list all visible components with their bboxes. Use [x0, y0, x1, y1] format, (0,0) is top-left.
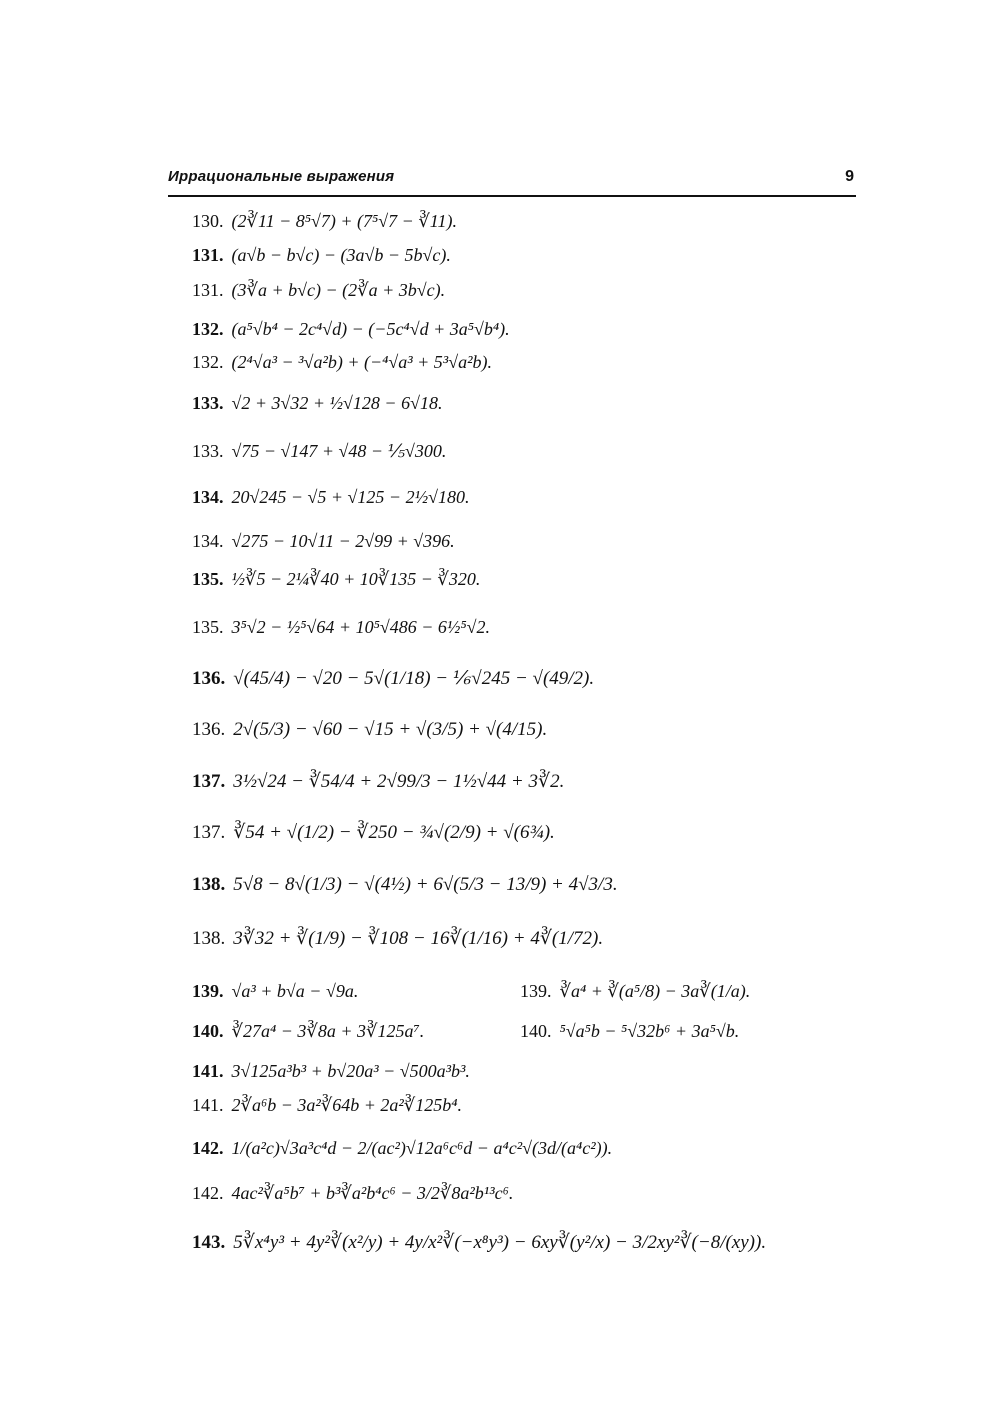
problem-expression: √(45/4) − √20 − 5√(1/18) − ⅙√245 − √(49/2). — [233, 668, 595, 689]
problem-expression: ½∛5 − 2¼∛40 + 10∛135 − ∛320. — [231, 569, 481, 589]
problem-expression: 5∛x⁴y³ + 4y²∛(x²/y) + 4y/x²∛(−x⁸y³) − 6xy∛(y²/x) − 3/2xy²∛(−8/(xy)). — [233, 1232, 767, 1253]
problem-number: 141. — [192, 1095, 224, 1115]
problem-expression: (2⁴√a³ − ³√a²b) + (−⁴√a³ + 5³√a²b). — [231, 352, 492, 372]
problem-number: 142. — [192, 1183, 224, 1203]
problem-expression: (3∛a + b√c) − (2∛a + 3b√c). — [231, 280, 446, 300]
problem-number: 138. — [192, 928, 226, 949]
problem-number: 143. — [192, 1232, 226, 1253]
problem-number: 134. — [192, 531, 224, 551]
problem-row — [192, 822, 555, 844]
problem-row — [192, 1182, 513, 1204]
problem-number: 139. — [520, 981, 552, 1001]
problem-number: 138. — [192, 874, 226, 895]
problem-row — [192, 980, 358, 1002]
problem-row — [192, 440, 446, 462]
problem-number: 142. — [192, 1138, 224, 1158]
problem-number: 135. — [192, 569, 224, 589]
problem-expression: ∛27a⁴ − 3∛8a + 3∛125a⁷. — [231, 1021, 425, 1041]
header-rule — [168, 195, 856, 197]
problem-expression: 3∛32 + ∛(1/9) − ∛108 − 16∛(1/16) + 4∛(1/72). — [233, 928, 604, 949]
problem-expression: √2 + 3√32 + ½√128 − 6√18. — [231, 393, 443, 413]
problem-number: 139. — [192, 981, 224, 1001]
problem-number: 132. — [192, 319, 224, 339]
problem-row — [192, 719, 547, 741]
problem-row — [192, 210, 457, 232]
problem-number: 141. — [192, 1061, 224, 1081]
problem-number: 130. — [192, 211, 224, 231]
problem-row — [192, 771, 564, 793]
problem-row-second — [520, 980, 750, 1002]
problem-expression: √75 − √147 + √48 − ⅕√300. — [231, 441, 447, 461]
problem-expression: 1/(a²c)√3a³c⁴d − 2/(ac²)√12a⁶c⁶d − a⁴c²√(3d/(a⁴c²)). — [231, 1138, 613, 1158]
problem-number: 137. — [192, 822, 226, 843]
problem-row — [192, 1020, 424, 1042]
problem-number: 135. — [192, 617, 224, 637]
problem-row — [192, 1094, 462, 1116]
chapter-title: Иррациональные выражения — [168, 168, 395, 185]
problem-expression: 3√125a³b³ + b√20a³ − √500a³b³. — [231, 1061, 470, 1081]
problem-row — [192, 279, 445, 301]
problem-row — [192, 928, 603, 950]
problem-number: 134. — [192, 487, 224, 507]
problem-expression: 4ac²∛a⁵b⁷ + b³∛a²b⁴c⁶ − 3/2∛8a²b¹³c⁶. — [231, 1183, 514, 1203]
problem-number: 133. — [192, 441, 224, 461]
problem-expression: √a³ + b√a − √9a. — [231, 981, 359, 1001]
problem-expression: ∛54 + √(1/2) − ∛250 − ¾√(2/9) + √(6¾). — [233, 822, 555, 843]
problem-expression: 20√245 − √5 + √125 − 2½√180. — [231, 487, 470, 507]
problem-number: 140. — [192, 1021, 224, 1041]
problem-number: 140. — [520, 1021, 552, 1041]
problem-expression: 5√8 − 8√(1/3) − √(4½) + 6√(5/3 − 13/9) + 4√3/3. — [233, 874, 618, 895]
problem-number: 132. — [192, 352, 224, 372]
problem-row — [192, 530, 455, 552]
problem-expression: ∛a⁴ + ∛(a⁵/8) − 3a∛(1/a). — [559, 981, 751, 1001]
problem-expression: √275 − 10√11 − 2√99 + √396. — [231, 531, 455, 551]
problem-number: 136. — [192, 668, 226, 689]
problem-number: 136. — [192, 719, 226, 740]
problem-row — [192, 486, 469, 508]
problem-number: 131. — [192, 245, 224, 265]
problem-expression: 3½√24 − ∛54/4 + 2√99/3 − 1½√44 + 3∛2. — [233, 771, 565, 792]
problem-expression: 3⁵√2 − ½⁵√64 + 10⁵√486 − 6½⁵√2. — [231, 617, 490, 637]
problem-row — [192, 351, 492, 373]
problem-row — [192, 1137, 612, 1159]
problem-row — [192, 668, 594, 690]
problem-row-second — [520, 1020, 739, 1042]
problem-row — [192, 616, 490, 638]
problem-expression: (2∛11 − 8⁵√7) + (7⁵√7 − ∛11). — [231, 211, 457, 231]
problem-row — [192, 244, 451, 266]
problem-row — [192, 568, 480, 590]
problem-row — [192, 392, 442, 414]
problem-expression: 2∛a⁶b − 3a²∛64b + 2a²∛125b⁴. — [231, 1095, 463, 1115]
page-header — [168, 168, 854, 192]
problem-expression: (a√b − b√c) − (3a√b − 5b√c). — [231, 245, 451, 265]
problem-row — [192, 874, 618, 896]
problem-row — [192, 1060, 470, 1082]
problem-expression: ⁵√a⁵b − ⁵√32b⁶ + 3a⁵√b. — [559, 1021, 740, 1041]
problem-number: 137. — [192, 771, 226, 792]
problem-number: 133. — [192, 393, 224, 413]
problem-number: 131. — [192, 280, 224, 300]
problem-row — [192, 318, 510, 340]
problem-expression: 2√(5/3) − √60 − √15 + √(3/5) + √(4/15). — [233, 719, 548, 740]
page-number: 9 — [845, 168, 854, 185]
problem-expression: (a⁵√b⁴ − 2c⁴√d) − (−5c⁴√d + 3a⁵√b⁴). — [231, 319, 510, 339]
problem-row — [192, 1232, 766, 1254]
